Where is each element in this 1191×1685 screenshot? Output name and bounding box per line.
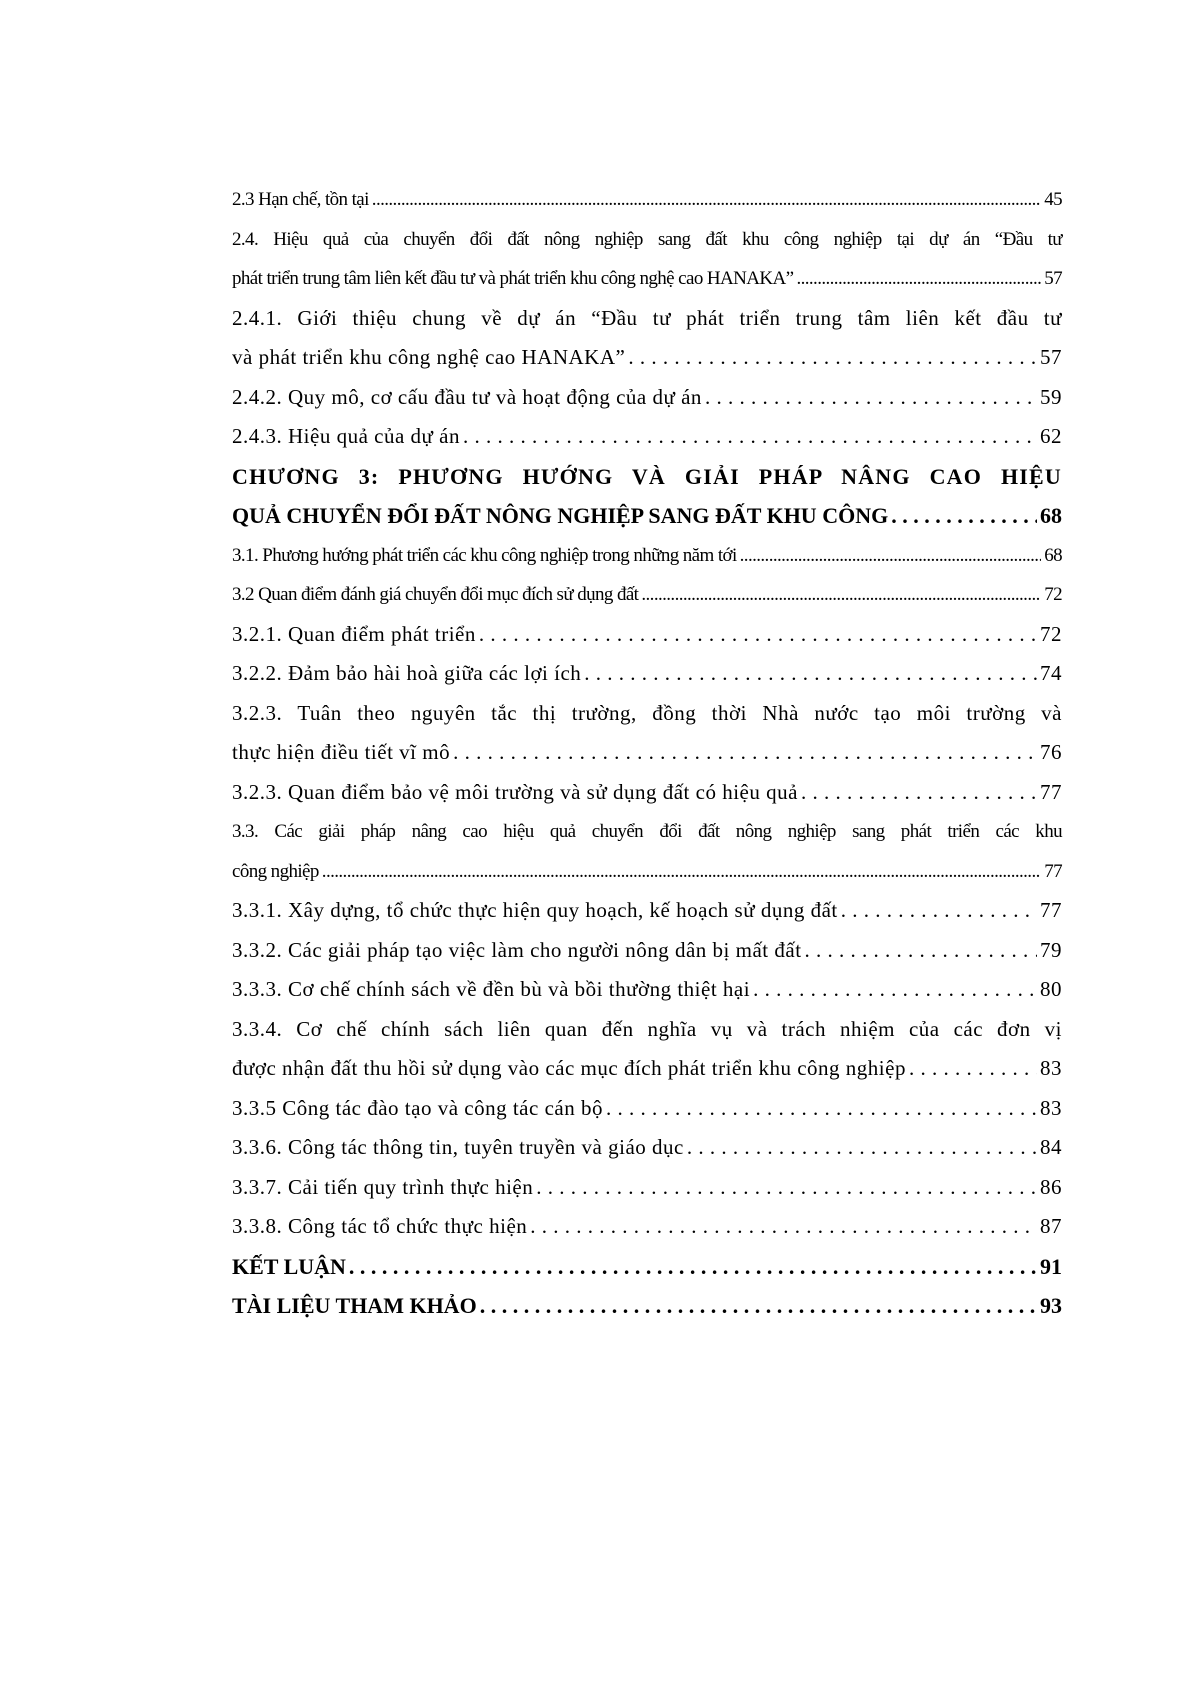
toc-entry-title: 3.3.3. Cơ chế chính sách về đền bù và bồi thường thiệt hại	[232, 977, 751, 1001]
toc-entry-line	[232, 1128, 1062, 1168]
toc-entry-line	[232, 931, 1062, 971]
toc-entry	[232, 1286, 1062, 1326]
toc-entry-line	[232, 1247, 1062, 1287]
toc-entry-line	[232, 1207, 1062, 1247]
toc-entry	[232, 1207, 1062, 1247]
toc-entry-title: 3.2.1. Quan điểm phát triển	[232, 621, 476, 646]
toc-page-number: 68	[1044, 544, 1062, 566]
dot-leader	[453, 733, 1037, 773]
toc-page-number: 72	[1040, 621, 1062, 646]
dot-leader	[841, 891, 1037, 931]
dot-leader	[687, 1128, 1037, 1168]
toc-entry-title: 2.3 Hạn chế, tồn tại	[232, 189, 369, 210]
toc-entry-title: thực hiện điều tiết vĩ mô	[232, 740, 451, 764]
toc-entry	[232, 180, 1062, 220]
toc-entry	[232, 1089, 1062, 1129]
toc-page-number: 86	[1040, 1174, 1062, 1199]
toc-entry	[232, 694, 1062, 773]
toc-entry	[232, 299, 1062, 378]
dot-leader	[322, 852, 1041, 892]
toc-entry	[232, 575, 1062, 615]
dot-leader	[349, 1247, 1037, 1287]
toc-entry-line	[232, 970, 1062, 1010]
table-of-contents	[232, 180, 1062, 1326]
toc-entry-line	[232, 496, 1062, 536]
toc-entry	[232, 970, 1062, 1010]
toc-entry-title: 3.3.1. Xây dựng, tổ chức thực hiện quy hoạch, kế hoạch sử dụng đất	[232, 898, 838, 922]
toc-entry-title: công nghiệp	[232, 860, 319, 882]
dot-leader	[628, 338, 1037, 378]
toc-entry-line	[232, 773, 1062, 813]
dot-leader	[463, 417, 1037, 457]
toc-entry-line	[232, 338, 1062, 378]
toc-entry	[232, 891, 1062, 931]
dot-leader	[641, 575, 1041, 615]
toc-entry-title: 3.3.7. Cải tiến quy trình thực hiện	[232, 1174, 534, 1199]
toc-entry-title: TÀI LIỆU THAM KHẢO	[232, 1293, 477, 1318]
toc-page-number: 57	[1040, 345, 1062, 369]
toc-entry	[232, 1128, 1062, 1168]
toc-entry-line	[232, 575, 1062, 615]
toc-page-number: 83	[1040, 1095, 1062, 1120]
toc-entry-line: 2.4.1. Giới thiệu chung về dự án “Đầu tư phát triển trung tâm liên kết đầu tư	[232, 305, 1062, 330]
toc-entry-line	[232, 1286, 1062, 1326]
toc-entry-title: QUẢ CHUYỂN ĐỔI ĐẤT NÔNG NGHIỆP SANG ĐẤT KHU CÔNG	[232, 503, 889, 528]
toc-entry-line	[232, 417, 1062, 457]
toc-entry-line: 2.4. Hiệu quả của chuyển đổi đất nông nghiệp sang đất khu công nghiệp tại dự án “Đầu tư	[232, 228, 1062, 250]
toc-entry-title: được nhận đất thu hồi sử dụng vào các mục đích phát triển khu công nghiệp	[232, 1056, 906, 1080]
toc-entry	[232, 773, 1062, 813]
toc-entry-title: 3.2.2. Đảm bảo hài hoà giữa các lợi ích	[232, 661, 582, 685]
toc-entry-line	[232, 1168, 1062, 1208]
toc-page-number: 83	[1040, 1056, 1062, 1080]
toc-page-number: 80	[1040, 977, 1062, 1001]
toc-page-number: 74	[1040, 661, 1062, 685]
dot-leader	[584, 654, 1037, 694]
toc-entry-line	[232, 378, 1062, 418]
dot-leader	[479, 615, 1037, 655]
toc-entry	[232, 457, 1062, 536]
toc-entry-title: 2.4.3. Hiệu quả của dự án	[232, 424, 460, 448]
dot-leader	[796, 259, 1041, 299]
toc-entry	[232, 1010, 1062, 1089]
toc-entry	[232, 812, 1062, 891]
toc-entry-line: 3.2.3. Tuân theo nguyên tắc thị trường, đồng thời Nhà nước tạo môi trường và	[232, 700, 1062, 725]
toc-entry-title: 3.2 Quan điểm đánh giá chuyển đổi mục đích sử dụng đất	[232, 584, 639, 605]
toc-page-number: 59	[1040, 384, 1062, 409]
toc-entry-title: 3.3.2. Các giải pháp tạo việc làm cho người nông dân bị mất đất	[232, 937, 802, 962]
toc-page-number: 77	[1040, 898, 1062, 922]
toc-page-number: 93	[1040, 1293, 1062, 1318]
toc-entry-title: 2.4.2. Quy mô, cơ cấu đầu tư và hoạt động của dự án	[232, 384, 702, 409]
dot-leader	[909, 1049, 1037, 1089]
toc-entry-title: và phát triển khu công nghệ cao HANAKA”	[232, 345, 626, 369]
dot-leader	[536, 1168, 1037, 1208]
toc-page-number: 79	[1040, 937, 1062, 962]
toc-entry-title: KẾT LUẬN	[232, 1253, 346, 1279]
toc-page-number: 68	[1040, 503, 1062, 528]
toc-entry-line	[232, 1049, 1062, 1089]
toc-page-number: 91	[1040, 1253, 1062, 1279]
toc-page-number: 84	[1040, 1135, 1062, 1159]
toc-entry-line	[232, 536, 1062, 576]
toc-entry	[232, 378, 1062, 418]
toc-entry-line	[232, 852, 1062, 892]
toc-entry	[232, 1247, 1062, 1287]
dot-leader	[480, 1286, 1037, 1326]
toc-entry-line: CHƯƠNG 3: PHƯƠNG HƯỚNG VÀ GIẢI PHÁP NÂNG CAO HIỆU	[232, 463, 1062, 489]
toc-entry-line	[232, 180, 1062, 220]
toc-page-number: 77	[1040, 779, 1062, 804]
toc-entry-line: 3.3.4. Cơ chế chính sách liên quan đến nghĩa vụ và trách nhiệm của các đơn vị	[232, 1016, 1062, 1041]
toc-entry	[232, 615, 1062, 655]
toc-entry	[232, 536, 1062, 576]
toc-entry-line	[232, 1089, 1062, 1129]
dot-leader	[740, 536, 1042, 576]
toc-entry-title: 3.2.3. Quan điểm bảo vệ môi trường và sử dụng đất có hiệu quả	[232, 779, 798, 804]
toc-entry	[232, 220, 1062, 299]
toc-page-number: 45	[1044, 189, 1062, 210]
toc-page-number: 87	[1040, 1214, 1062, 1238]
toc-entry-line	[232, 259, 1062, 299]
toc-page-number: 72	[1044, 584, 1062, 605]
toc-entry-line	[232, 733, 1062, 773]
toc-entry-title: 3.3.6. Công tác thông tin, tuyên truyền và giáo dục	[232, 1135, 684, 1159]
toc-entry-title: 3.3.8. Công tác tổ chức thực hiện	[232, 1214, 528, 1238]
dot-leader	[805, 931, 1037, 971]
toc-page-number: 77	[1044, 860, 1062, 882]
dot-leader	[705, 378, 1037, 418]
toc-entry-title: 3.1. Phương hướng phát triển các khu công nghiệp trong những năm tới	[232, 544, 737, 566]
toc-entry-line: 3.3. Các giải pháp nâng cao hiệu quả chuyển đổi đất nông nghiệp sang phát triển các khu	[232, 821, 1062, 842]
dot-leader	[372, 180, 1041, 220]
toc-entry-line	[232, 891, 1062, 931]
dot-leader	[530, 1207, 1037, 1247]
dot-leader	[891, 496, 1037, 536]
toc-page-number: 57	[1044, 268, 1062, 289]
toc-entry-title: phát triển trung tâm liên kết đầu tư và phát triển khu công nghệ cao HANAKA”	[232, 268, 794, 289]
toc-entry-line	[232, 615, 1062, 655]
toc-entry	[232, 417, 1062, 457]
toc-entry	[232, 1168, 1062, 1208]
toc-entry	[232, 654, 1062, 694]
toc-entry-title: 3.3.5 Công tác đào tạo và công tác cán bộ	[232, 1095, 603, 1120]
dot-leader	[606, 1089, 1037, 1129]
dot-leader	[801, 773, 1037, 813]
toc-entry-line	[232, 654, 1062, 694]
dot-leader	[753, 970, 1037, 1010]
toc-page-number: 62	[1040, 424, 1062, 448]
toc-page-number: 76	[1040, 740, 1062, 764]
toc-entry	[232, 931, 1062, 971]
